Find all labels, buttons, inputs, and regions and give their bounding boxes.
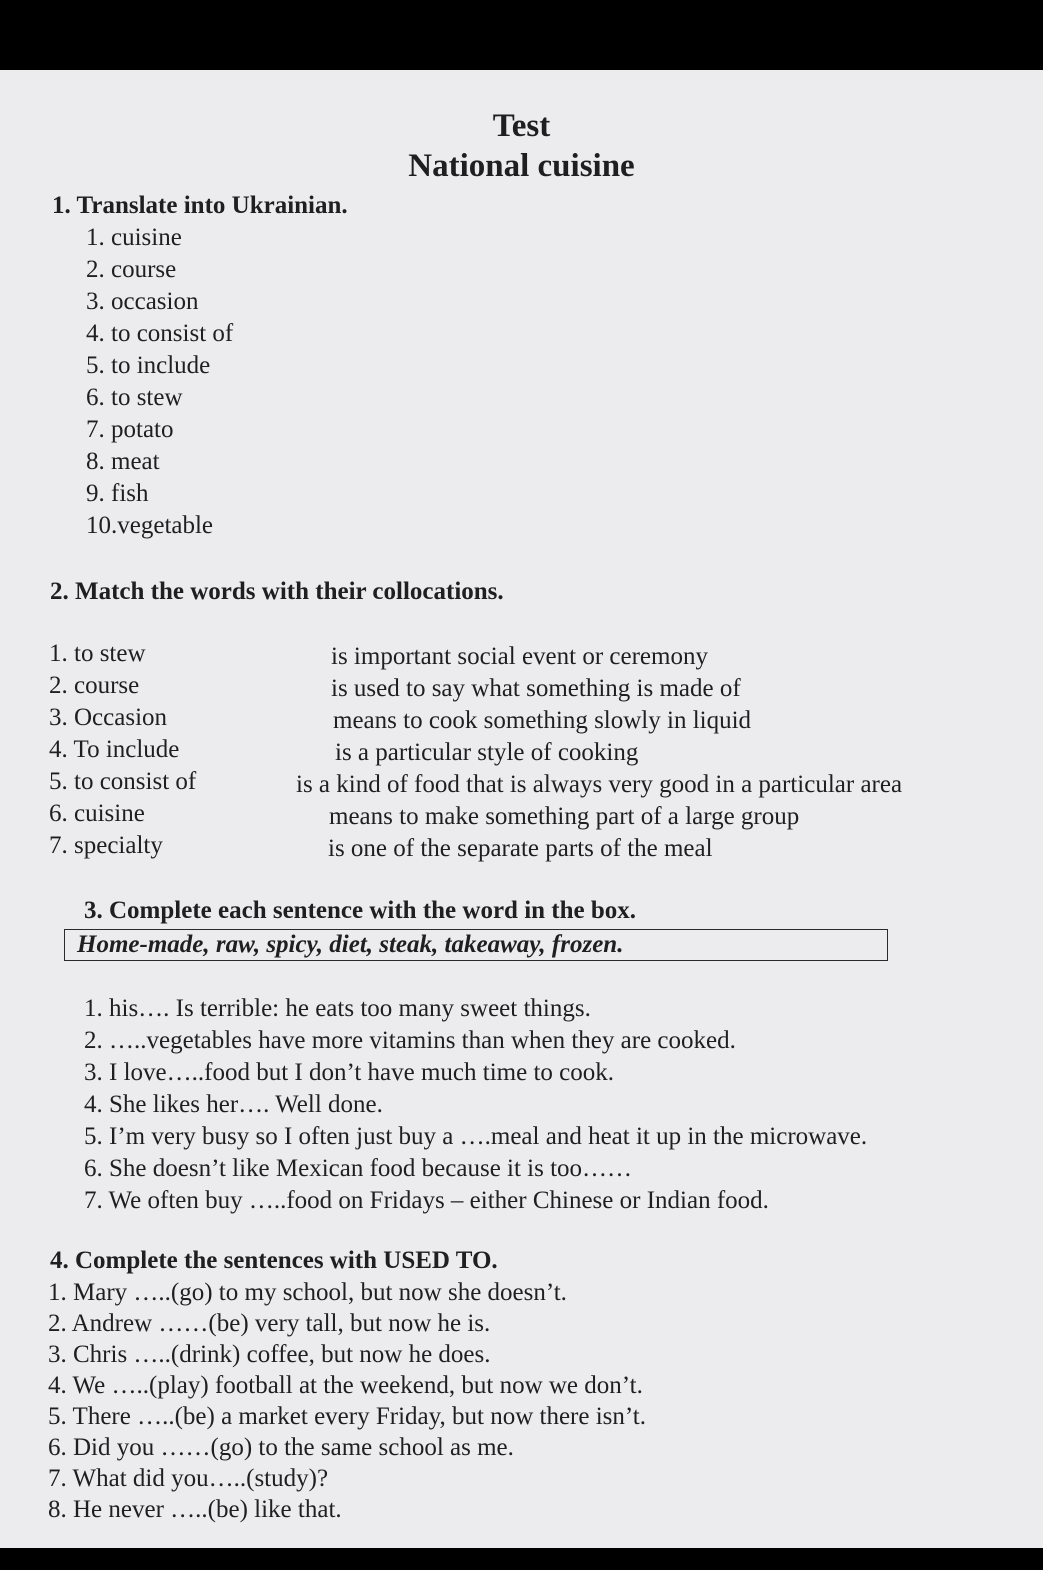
ex2-definition: is used to say what something is made of xyxy=(331,675,741,702)
ex1-item: 6. to stew xyxy=(86,384,183,411)
exercise-3-heading: 3. Complete each sentence with the word in the box. xyxy=(84,897,637,924)
ex1-item: 2. course xyxy=(86,256,177,283)
ex2-definition: is a particular style of cooking xyxy=(335,739,639,766)
word-box-text: Home-made, raw, spicy, diet, steak, takeaway, frozen. xyxy=(77,931,624,958)
ex4-item: 1. Mary …..(go) to my school, but now she doesn’t. xyxy=(48,1279,567,1306)
ex4-item: 3. Chris …..(drink) coffee, but now he does. xyxy=(48,1341,491,1368)
ex2-definition: is a kind of food that is always very good in a particular area xyxy=(296,771,903,798)
exercise-2-heading: 2. Match the words with their collocations. xyxy=(50,578,504,605)
ex4-item: 5. There …..(be) a market every Friday, but now there isn’t. xyxy=(48,1403,646,1430)
ex1-item: 1. cuisine xyxy=(86,224,182,251)
ex2-definition: is one of the separate parts of the meal xyxy=(328,835,713,862)
ex2-word: 6. cuisine xyxy=(49,800,145,827)
ex4-item: 7. What did you…..(study)? xyxy=(48,1465,329,1492)
ex2-word: 2. course xyxy=(49,672,140,699)
exercise-1-heading: 1. Translate into Ukrainian. xyxy=(52,192,348,219)
ex2-word: 4. To include xyxy=(49,736,180,763)
page-title: Test xyxy=(492,108,551,144)
ex1-item: 5. to include xyxy=(86,352,211,379)
ex4-item: 2. Andrew ……(be) very tall, but now he is. xyxy=(48,1310,491,1337)
ex3-item: 2. …..vegetables have more vitamins than when they are cooked. xyxy=(84,1027,736,1054)
ex1-item: 4. to consist of xyxy=(86,320,234,347)
page-subtitle: National cuisine xyxy=(408,148,635,184)
ex4-item: 4. We …..(play) football at the weekend, but now we don’t. xyxy=(48,1372,643,1399)
ex2-word: 1. to stew xyxy=(49,640,146,667)
ex2-word: 3. Occasion xyxy=(49,704,168,731)
word-box xyxy=(64,929,888,961)
ex1-item: 3. occasion xyxy=(86,288,199,315)
ex1-item: 7. potato xyxy=(86,416,174,443)
ex4-item: 6. Did you ……(go) to the same school as me. xyxy=(48,1434,514,1461)
ex3-item: 3. I love…..food but I don’t have much time to cook. xyxy=(84,1059,614,1086)
ex2-definition: means to cook something slowly in liquid xyxy=(333,707,752,734)
ex3-item: 5. I’m very busy so I often just buy a ….meal and heat it up in the microwave. xyxy=(84,1123,868,1150)
ex2-definition: is important social event or ceremony xyxy=(331,643,708,670)
ex2-definition: means to make something part of a large group xyxy=(329,803,800,830)
worksheet-page xyxy=(0,70,1043,1548)
ex1-item: 10.vegetable xyxy=(86,512,214,539)
exercise-4-heading: 4. Complete the sentences with USED TO. xyxy=(50,1247,498,1274)
ex3-item: 1. his…. Is terrible: he eats too many sweet things. xyxy=(84,995,591,1022)
ex4-item: 8. He never …..(be) like that. xyxy=(48,1496,342,1523)
ex3-item: 7. We often buy …..food on Fridays – either Chinese or Indian food. xyxy=(84,1187,769,1214)
ex2-word: 5. to consist of xyxy=(49,768,197,795)
ex1-item: 8. meat xyxy=(86,448,160,475)
ex1-item: 9. fish xyxy=(86,480,149,507)
ex3-item: 6. She doesn’t like Mexican food because it is too…… xyxy=(84,1155,633,1182)
ex3-item: 4. She likes her…. Well done. xyxy=(84,1091,383,1118)
ex2-word: 7. specialty xyxy=(49,832,163,859)
